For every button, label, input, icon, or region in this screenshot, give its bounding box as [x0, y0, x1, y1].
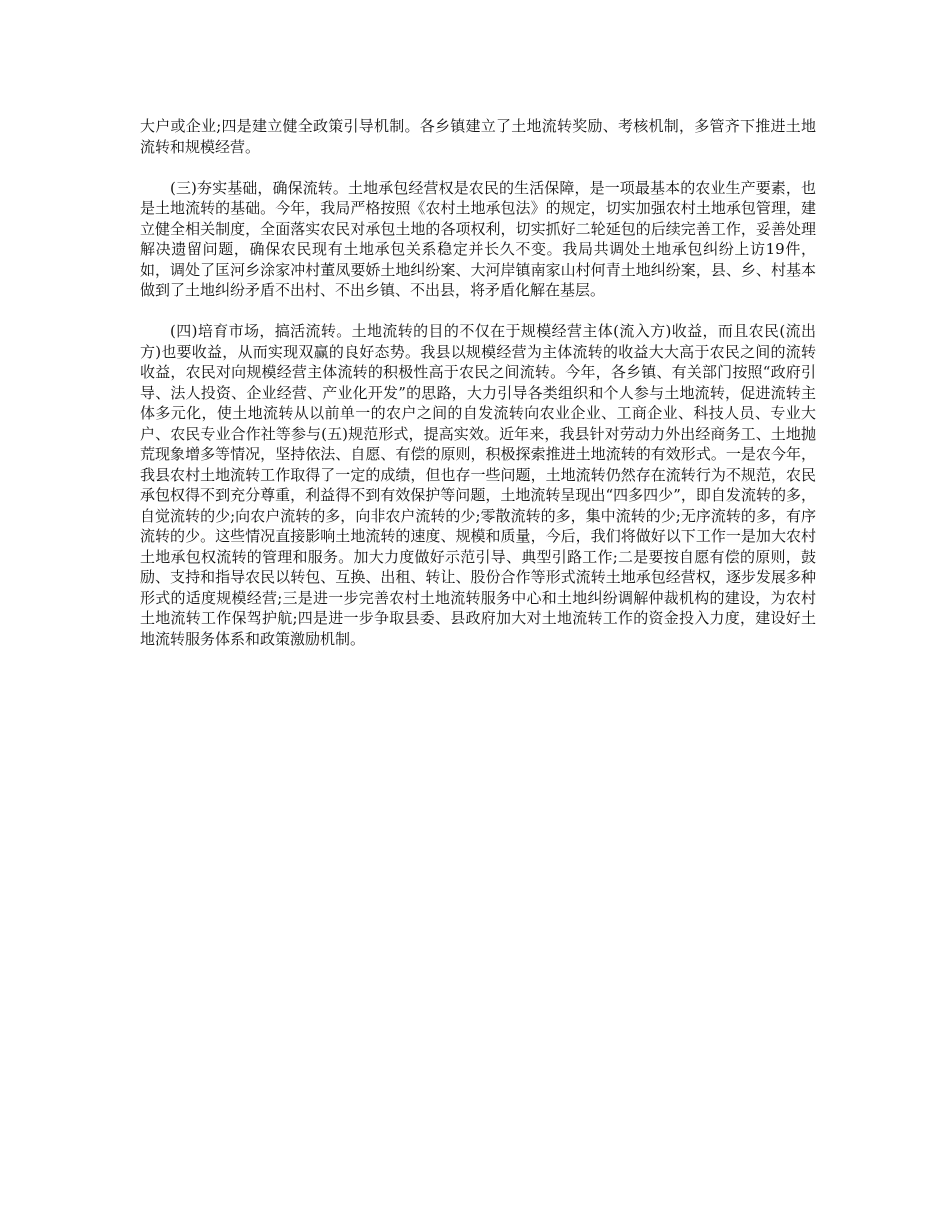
document-body [140, 116, 816, 670]
paragraph-section-three: (三)夯实基础，确保流转。土地承包经营权是农民的生活保障，是一项最基本的农业生产要素，也是土地流转的基础。今年，我局严格按照《农村土地承包法》的规定，切实加强农村土地承包管理，建立健全相关制度，全面落实农民对承包土地的各项权利，切实抓好二轮延包的后续完善工作，妥善处理解决遗留问题，确保农民现有土地承包关系稳定并长久不变。我局共调处土地承包纠纷上访19件，如，调处了匡河乡涂家冲村董凤要娇土地纠纷案、大河岸镇南家山村何青土地纠纷案，县、乡、村基本做到了土地纠纷矛盾不出村、不出乡镇、不出县，将矛盾化解在基层。 [140, 178, 816, 299]
paragraph-section-four: (四)培育市场，搞活流转。土地流转的目的不仅在于规模经营主体(流入方)收益，而且农民(流出方)也要收益，从而实现双赢的良好态势。我县以规模经营为主体流转的收益大大高于农民之间的流转收益，农民对向规模经营主体流转的积极性高于农民之间流转。今年，各乡镇、有关部门按照“政府引导、法人投资、企业经营、产业化开发”的思路，大力引导各类组织和个人参与土地流转，促进流转主体多元化，使土地流转从以前单一的农户之间的自发流转向农业企业、工商企业、科技人员、专业大户、农民专业合作社等参与(五)规范形式，提高实效。近年来，我县针对劳动力外出经商务工、土地抛荒现象增多等情况，坚持依法、自愿、有偿的原则，积极探索推进土地流转的有效形式。一是农今年，我县农村土地流转工作取得了一定的成绩，但也存一些问题，土地流转仍然存在流转行为不规范，农民承包权得不到充分尊重，利益得不到有效保护等问题，土地流转呈现出“四多四少”，即自发流转的多，自觉流转的少;向农户流转的多，向非农户流转的少;零散流转的多，集中流转的少;无序流转的多，有序流转的少。这些情况直接影响土地流转的速度、规模和质量，今后，我们将做好以下工作一是加大农村土地承包权流转的管理和服务。加大力度做好示范引导、典型引路工作;二是要按自愿有偿的原则，鼓励、支持和指导农民以转包、互换、出租、转让、股份合作等形式流转土地承包经营权，逐步发展多种形式的适度规模经营;三是进一步完善农村土地流转服务中心和土地纠纷调解仲裁机构的建设，为农村土地流转工作保驾护航;四是进一步争取县委、县政府加大对土地流转工作的资金投入力度，建设好土地流转服务体系和政策激励机制。 [140, 322, 816, 648]
paragraph-continuation: 大户或企业;四是建立健全政策引导机制。各乡镇建立了土地流转奖励、考核机制，多管齐下推进土地流转和规模经营。 [140, 117, 816, 156]
